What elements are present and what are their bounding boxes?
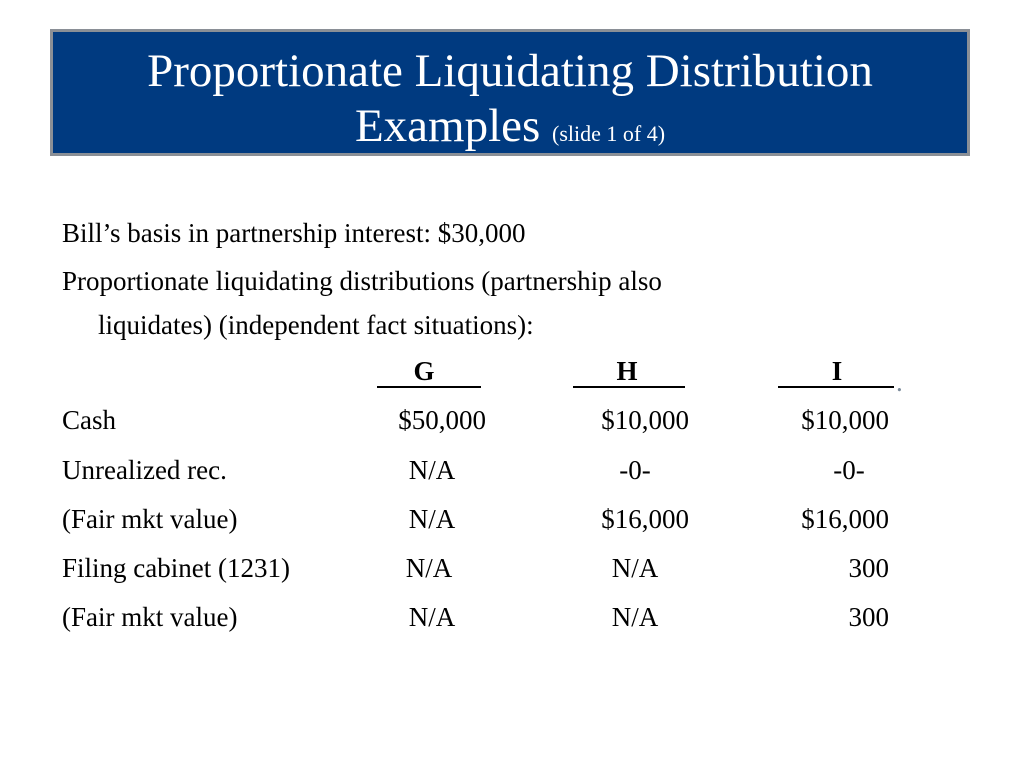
header-trailing-mark: . [896,367,903,397]
basis-statement: Bill’s basis in partnership interest: $30,000 [62,218,526,248]
cell-unrealized-i: -0- [833,455,865,485]
row-label-filing-cabinet: Filing cabinet (1231) [62,553,290,583]
column-header-h: H [616,356,638,386]
row-label-fair-mkt-value-1: (Fair mkt value) [62,504,238,534]
distribution-statement-cont: liquidates) (independent fact situations): [98,310,534,340]
cell-cabinet-i: 300 [848,553,889,583]
cell-cash-g: $50,000 [398,405,486,435]
cell-fmv2-g: N/A [408,602,456,632]
title-banner [50,29,970,156]
cell-fmv1-i: $16,000 [801,504,889,534]
cell-fmv1-h: $16,000 [601,504,689,534]
cell-unrealized-h: -0- [619,455,651,485]
cell-cash-i: $10,000 [801,405,889,435]
distribution-statement: Proportionate liquidating distributions (partnership also [62,266,662,296]
column-header-i: I [831,356,843,386]
cell-cash-h: $10,000 [601,405,689,435]
slide-title: Proportionate Liquidating Distribution [147,45,873,97]
row-label-cash: Cash [62,405,116,435]
cell-fmv2-i: 300 [848,602,889,632]
cell-cabinet-g: N/A [405,553,453,583]
row-label-fair-mkt-value-2: (Fair mkt value) [62,602,238,632]
column-header-g: G [413,356,435,386]
slide-title-line2 [53,99,967,161]
cell-unrealized-g: N/A [408,455,456,485]
slide-number-note: (slide 1 of 4) [552,121,666,146]
cell-fmv2-h: N/A [611,602,659,632]
row-label-unrealized-rec: Unrealized rec. [62,455,227,485]
slide-title-examples: Examples [354,100,541,152]
cell-cabinet-h: N/A [611,553,659,583]
cell-fmv1-g: N/A [408,504,456,534]
